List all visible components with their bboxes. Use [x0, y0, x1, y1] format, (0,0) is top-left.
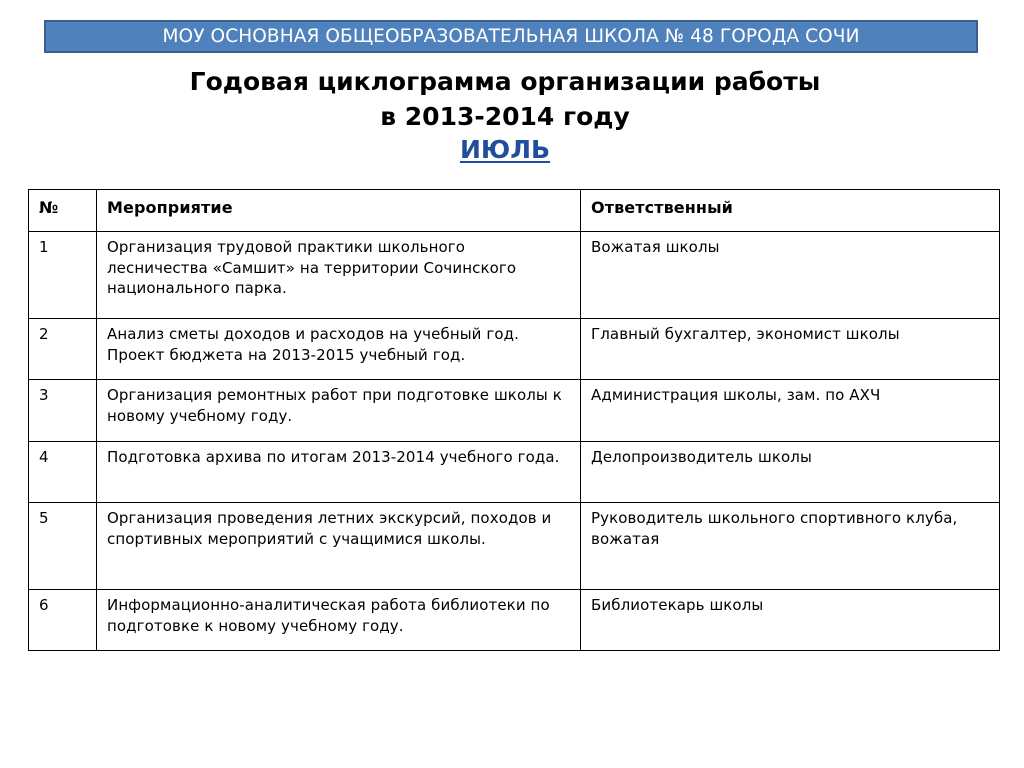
row-event: Организация проведения летних экскурсий, походов и спортивных мероприятий с учащимися школы. [97, 503, 581, 590]
row-event: Организация ремонтных работ при подготовке школы к новому учебному году. [97, 380, 581, 442]
row-responsible: Делопроизводитель школы [581, 442, 1000, 503]
school-banner: МОУ ОСНОВНАЯ ОБЩЕОБРАЗОВАТЕЛЬНАЯ ШКОЛА № 48 ГОРОДА СОЧИ [44, 20, 978, 53]
row-responsible: Главный бухгалтер, экономист школы [581, 319, 1000, 380]
page-title-line2: в 2013-2014 году [380, 102, 630, 131]
row-event: Анализ сметы доходов и расходов на учебный год. Проект бюджета на 2013-2015 учебный год. [97, 319, 581, 380]
table-header-row [29, 190, 1000, 232]
row-responsible: Руководитель школьного спортивного клуба, вожатая [581, 503, 1000, 590]
row-responsible: Вожатая школы [581, 232, 1000, 319]
page-title-line1: Годовая циклограмма организации работы [189, 67, 821, 96]
column-header-event: Мероприятие [97, 190, 581, 232]
table-row [29, 319, 1000, 380]
row-event: Подготовка архива по итогам 2013-2014 учебного года. [97, 442, 581, 503]
table-row [29, 503, 1000, 590]
table-row [29, 380, 1000, 442]
row-number: 2 [29, 319, 97, 380]
table-row [29, 442, 1000, 503]
row-number: 4 [29, 442, 97, 503]
schedule-table [28, 189, 1000, 651]
row-event: Информационно-аналитическая работа библиотеки по подготовке к новому учебному году. [97, 590, 581, 651]
table-row [29, 232, 1000, 319]
column-header-number: № [29, 190, 97, 232]
table-row [29, 590, 1000, 651]
row-responsible: Администрация школы, зам. по АХЧ [581, 380, 1000, 442]
row-number: 3 [29, 380, 97, 442]
row-responsible: Библиотекарь школы [581, 590, 1000, 651]
month-heading [0, 134, 1010, 166]
row-number: 1 [29, 232, 97, 319]
month-label: ИЮЛЬ [459, 135, 551, 164]
row-number: 5 [29, 503, 97, 590]
column-header-responsible: Ответственный [581, 190, 1000, 232]
row-number: 6 [29, 590, 97, 651]
row-event: Организация трудовой практики школьного лесничества «Самшит» на территории Сочинского национального парка. [97, 232, 581, 319]
